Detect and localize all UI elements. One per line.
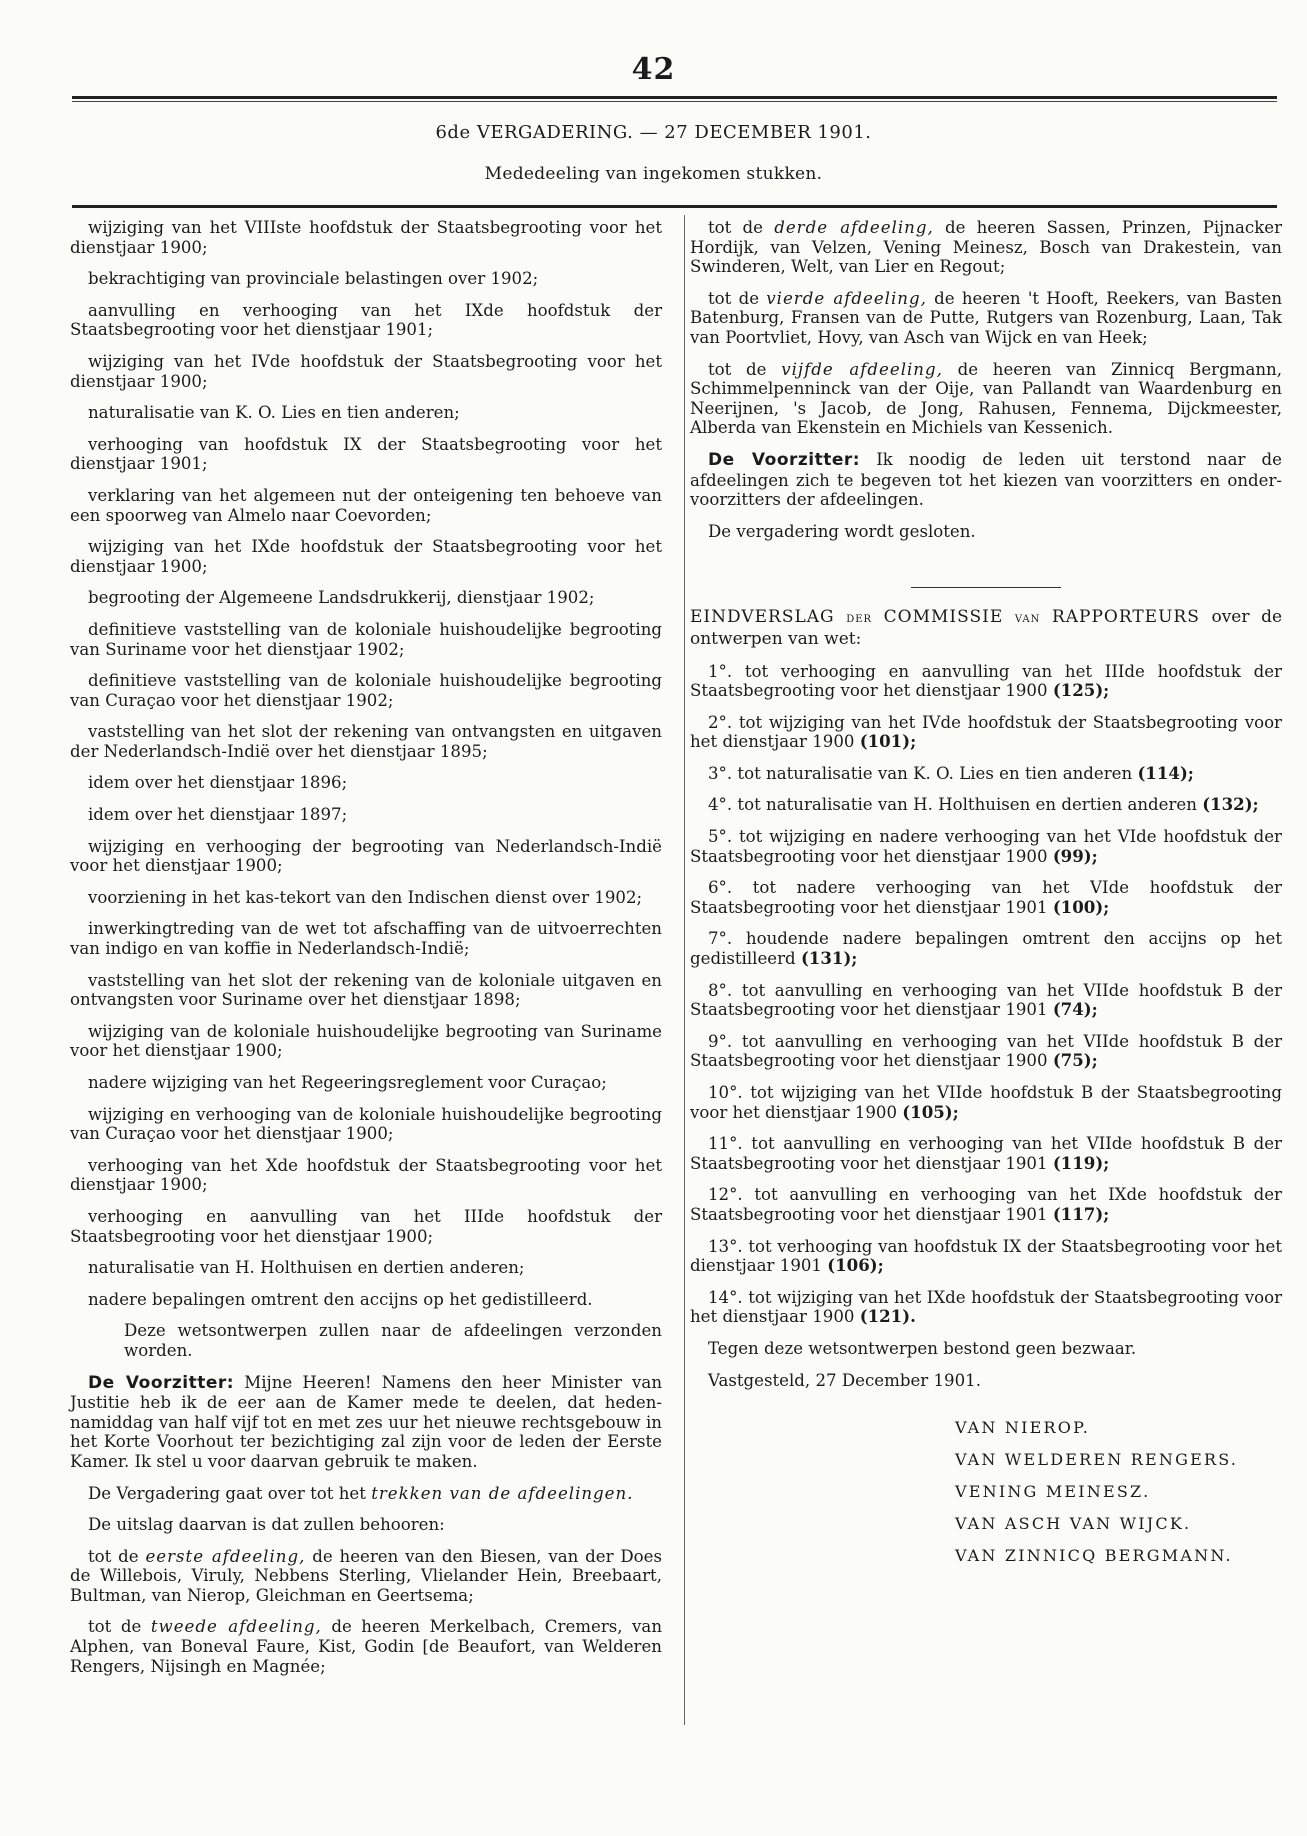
section-rule xyxy=(72,205,1277,208)
bill-item: naturalisatie van H. Holthuisen en dertien anderen; xyxy=(88,1258,525,1278)
bill-list xyxy=(70,218,662,1309)
report-item-text: tot wijziging van het IVde hoofdstuk der Staatsbegrooting voor het dienstjaar 1900 xyxy=(690,712,1282,752)
division-name: eerste afdeeling, xyxy=(145,1546,306,1566)
report-item xyxy=(690,929,1282,968)
division-prefix: tot de xyxy=(88,1617,142,1637)
report-title-word: DER xyxy=(846,614,873,626)
report-item-ref: (75); xyxy=(1052,1050,1098,1071)
report-item-text: tot verhooging van hoofdstuk IX der Staatsbegrooting voor het dienstjaar 1901 xyxy=(690,1236,1282,1276)
bill-item: verhooging van hoofdstuk IX der Staatsbegrooting voor het dienstjaar 1901; xyxy=(70,434,662,474)
report-item-text: tot aanvulling en verhooging van het VIIde hoofdstuk B der Staatsbegrooting voor het dienstjaar 1901 xyxy=(690,980,1282,1020)
section-header: Mededeeling van ingekomen stukken. xyxy=(484,164,823,184)
report-item xyxy=(690,764,1282,784)
header-rule-thin xyxy=(72,101,1277,102)
report-item-number: 5°. xyxy=(708,827,733,847)
report-item-number: 4°. xyxy=(708,795,733,815)
report-item-ref: (105); xyxy=(902,1101,959,1122)
division-2 xyxy=(70,1617,662,1676)
bill-item: wijziging van de koloniale huishoudelijke begrooting van Suriname voor het dienstjaar 1900; xyxy=(70,1021,662,1061)
report-item xyxy=(690,1237,1282,1276)
report-item-number: 2°. xyxy=(708,712,733,732)
bill-item: idem over het dienstjaar 1896; xyxy=(88,773,348,793)
bill-item: inwerkingtreding van de wet tot afschaffing van de uitvoerrechten van indigo en van koffie in Nederlandsch-Indië; xyxy=(70,919,662,959)
bill-item: nadere bepalingen omtrent den accijns op het gedistilleerd. xyxy=(88,1289,593,1309)
vergadering-line xyxy=(70,1484,662,1504)
meeting-closed: De vergadering wordt gesloten. xyxy=(708,521,976,541)
report-item xyxy=(690,1288,1282,1327)
bill-item: definitieve vaststelling van de koloniale huishoudelijke begrooting van Curaçao voor het dienstjaar 1902; xyxy=(70,671,662,710)
bill-item: definitieve vaststelling van de koloniale huishoudelijke begrooting van Suriname voor het dienstjaar 1902; xyxy=(70,619,662,659)
report-item-ref: (121). xyxy=(859,1306,916,1327)
division-members: de heeren Sassen, Prinzen, Pijnacker Hordijk, van Velzen, Vening Meinesz, Bosch van Drakestein, van Swinderen, Welt, van Lier en Regout; xyxy=(690,218,1282,277)
column-divider xyxy=(684,215,685,1725)
header-rule xyxy=(72,96,1277,99)
report-item-number: 8°. xyxy=(708,980,733,1000)
report-item-ref: (101); xyxy=(859,731,917,752)
closing-text: Ik noodig de leden uit terstond naar de afdeelingen zich te begeven tot het kiezen van voorzitters en onder-voorzitters der afdeelingen. xyxy=(690,449,1282,510)
division-prefix: tot de xyxy=(708,218,763,237)
report-item-text: tot wijziging van het VIIde hoofdstuk B der Staatsbegrooting voor het dienstjaar 1900 xyxy=(690,1083,1282,1122)
division-prefix: tot de xyxy=(708,288,760,308)
report-item-ref: (100); xyxy=(1052,896,1110,917)
report-item-text: tot naturalisatie van K. O. Lies en tien anderen xyxy=(737,763,1133,783)
report-title-word: COMMISSIE xyxy=(883,607,1004,628)
report-item xyxy=(690,981,1282,1020)
division-name: vierde afdeeling, xyxy=(766,288,927,308)
signature-block xyxy=(690,1412,1282,1572)
bill-item: nadere wijziging van het Regeeringsreglement voor Curaçao; xyxy=(88,1073,607,1092)
division-members: de heeren 't Hooft, Reekers, van Basten Batenburg, Fransen van de Putte, Rutgers van Rozenburg, Laan, Tak van Poortvliet, Hovy, van Asch van Wijck en van Heek; xyxy=(690,288,1283,347)
signature-name: VAN ASCH VAN WIJCK. xyxy=(955,1514,1192,1534)
bill-item: bekrachtiging van provinciale belastingen over 1902; xyxy=(88,269,539,289)
voorzitter-closing xyxy=(690,450,1282,510)
report-item xyxy=(690,662,1282,701)
report-item-number: 9°. xyxy=(708,1031,733,1051)
bill-item: wijziging van het VIIIste hoofdstuk der Staatsbegrooting voor het dienstjaar 1900; xyxy=(70,218,662,257)
section-separator xyxy=(911,587,1061,588)
division-name: vijfde afdeeling, xyxy=(781,359,943,379)
report-item-ref: (117); xyxy=(1052,1203,1110,1224)
bill-item: naturalisatie van K. O. Lies en tien anderen; xyxy=(88,403,460,423)
report-item xyxy=(690,713,1282,752)
established-date: Vastgesteld, 27 December 1901. xyxy=(708,1370,981,1390)
bill-item: vaststelling van het slot der rekening van ontvangsten en uitgaven der Nederlandsch-Indië over het dienstjaar 1895; xyxy=(70,722,662,761)
report-item-ref: (99); xyxy=(1052,845,1098,866)
no-objection: Tegen deze wetsontwerpen bestond geen bezwaar. xyxy=(708,1338,1137,1358)
announcement-text: Mijne Heeren! Namens den heer Minister van Justitie heb ik de eer aan de Kamer mede te deelen, dat heden-namiddag van half vijf tot en met zes uur het nieuwe rechtsgebouw in het Korte Voorhout ter bezichtiging zal zijn voor de leden der Eerste Kamer. Ik stel u voor daarvan gebruik te maken. xyxy=(70,1372,663,1471)
report-list xyxy=(690,662,1282,1327)
report-item-text: tot aanvulling en verhooging van het VIIde hoofdstuk B der Staatsbegrooting voor het dienstjaar 1901 xyxy=(690,1134,1282,1173)
report-item xyxy=(690,1083,1282,1122)
signature-name: VAN ZINNICQ BERGMANN. xyxy=(955,1546,1233,1566)
report-item-number: 14°. xyxy=(708,1287,743,1307)
signature-name: VENING MEINESZ. xyxy=(955,1482,1151,1502)
right-column xyxy=(690,218,1282,1572)
report-item-text: tot nadere verhooging van het VIde hoofdstuk der Staatsbegrooting voor het dienstjaar 1901 xyxy=(690,878,1282,917)
bill-item: wijziging van het IVde hoofdstuk der Staatsbegrooting voor het dienstjaar 1900; xyxy=(70,351,662,391)
report-item-number: 13°. xyxy=(708,1236,743,1256)
bill-item: wijziging en verhooging der begrooting van Nederlandsch-Indië voor het dienstjaar 1900; xyxy=(70,836,662,876)
report-item-ref: (119); xyxy=(1052,1152,1110,1173)
report-item xyxy=(690,1134,1282,1173)
report-item-text: houdende nadere bepalingen omtrent den accijns op het gedistilleerd xyxy=(690,929,1282,969)
speaker-label: De Voorzitter: xyxy=(88,1372,235,1393)
division-members: de heeren van Zinnicq Bergmann, Schimmelpenninck van der Oije, van Pallandt van Waardenburg en Neerijnen, 's Jacob, de Jong, Rahusen, Fennema, Dijckmeester, Alberda van Ekenstein en Michiels van Kessenich. xyxy=(690,359,1282,438)
report-item xyxy=(690,878,1282,917)
signature-name: VAN NIEROP. xyxy=(955,1418,1091,1438)
division-1 xyxy=(70,1547,662,1606)
report-item-ref: (131); xyxy=(800,948,858,969)
report-item-number: 3°. xyxy=(708,763,733,783)
bill-item: begrooting der Algemeene Landsdrukkerij, dienstjaar 1902; xyxy=(88,588,595,608)
report-item-text: tot aanvulling en verhooging van het IXde hoofdstuk der Staatsbegrooting voor het dienstjaar 1901 xyxy=(690,1185,1282,1224)
report-item-ref: (74); xyxy=(1052,999,1098,1020)
report-item-number: 10°. xyxy=(708,1083,743,1102)
bill-item: verhooging en aanvulling van het IIIde hoofdstuk der Staatsbegrooting voor het dienstjaar 1900; xyxy=(70,1206,662,1246)
bill-item: aanvulling en verhooging van het IXde hoofdstuk der Staatsbegrooting voor het dienstjaar 1901; xyxy=(70,300,662,340)
bill-item: vaststelling van het slot der rekening van de koloniale uitgaven en ontvangsten voor Suriname over het dienstjaar 1898; xyxy=(70,970,662,1010)
report-item-number: 1°. xyxy=(708,661,733,681)
signature-name: VAN WELDEREN RENGERS. xyxy=(955,1450,1239,1470)
division-members: de heeren Merkelbach, Cremers, van Alphen, van Boneval Faure, Kist, Godin [de Beaufort, van Welderen Rengers, Nijsingh en Magnée; xyxy=(70,1617,663,1676)
uitslag-line: De uitslag daarvan is dat zullen behooren: xyxy=(88,1515,445,1535)
report-item-text: tot wijziging van het IXde hoofdstuk der Staatsbegrooting voor het dienstjaar 1900 xyxy=(690,1287,1283,1327)
report-item-text: tot verhooging en aanvulling van het IIIde hoofdstuk der Staatsbegrooting voor het dienstjaar 1900 xyxy=(690,661,1282,701)
referral-note: Deze wetsontwerpen zullen naar de afdeelingen verzonden worden. xyxy=(124,1321,662,1360)
division-members: de heeren van den Biesen, van der Does de Willebois, Viruly, Nebbens Sterling, Vlielander Hein, Breebaart, Bultman, van Nierop, Gleichman en Geertsema; xyxy=(70,1546,662,1605)
division-5 xyxy=(690,360,1282,438)
report-item xyxy=(690,1185,1282,1224)
division-prefix: tot de xyxy=(88,1546,139,1566)
vergadering-text: De Vergadering gaat over tot het xyxy=(88,1483,366,1503)
report-item-ref: (132); xyxy=(1202,794,1259,815)
session-header: 6de VERGADERING. — 27 DECEMBER 1901. xyxy=(435,122,872,143)
report-item-number: 6°. xyxy=(708,878,733,898)
report-title xyxy=(690,608,1282,649)
left-column xyxy=(70,218,662,1688)
division-name: tweede afdeeling, xyxy=(150,1617,322,1637)
bill-item: wijziging en verhooging van de koloniale huishoudelijke begrooting van Curaçao voor het dienstjaar 1900; xyxy=(70,1104,662,1144)
report-item xyxy=(690,827,1282,866)
report-item-text: tot wijziging en nadere verhooging van het VIde hoofdstuk der Staatsbegrooting voor het dienstjaar 1900 xyxy=(690,827,1282,866)
vergadering-emphasis: trekken van de afdeelingen. xyxy=(371,1483,634,1503)
report-item-number: 12°. xyxy=(708,1185,743,1205)
report-item-text: tot naturalisatie van H. Holthuisen en dertien anderen xyxy=(737,795,1197,815)
division-4 xyxy=(690,289,1282,348)
speaker-label: De Voorzitter: xyxy=(708,449,861,470)
bill-item: verklaring van het algemeen nut der onteigening ten behoeve van een spoorweg van Almelo naar Coevorden; xyxy=(70,485,662,525)
report-item-ref: (106); xyxy=(827,1255,884,1276)
bill-item: voorziening in het kas-tekort van den Indischen dienst over 1902; xyxy=(88,887,643,907)
bill-item: wijziging van het IXde hoofdstuk der Staatsbegrooting voor het dienstjaar 1900; xyxy=(70,537,662,576)
report-title-word: EINDVERSLAG xyxy=(690,607,835,628)
bill-item: idem over het dienstjaar 1897; xyxy=(88,805,348,825)
report-item-ref: (114); xyxy=(1137,762,1194,783)
report-item-ref: (125); xyxy=(1052,680,1110,701)
report-item xyxy=(690,1032,1282,1071)
report-title-word: RAPPORTEURS xyxy=(1051,607,1200,628)
division-name: derde afdeeling, xyxy=(774,218,934,237)
voorzitter-announcement xyxy=(70,1373,662,1472)
report-title-rest: over de ontwerpen van wet: xyxy=(690,607,1283,649)
report-title-word: VAN xyxy=(1014,614,1041,626)
page-number: 42 xyxy=(631,52,676,87)
bill-item: verhooging van het Xde hoofdstuk der Staatsbegrooting voor het dienstjaar 1900; xyxy=(70,1155,662,1195)
division-3 xyxy=(690,218,1282,277)
report-item-text: tot aanvulling en verhooging van het VIIde hoofdstuk B der Staatsbegrooting voor het dienstjaar 1900 xyxy=(690,1031,1282,1071)
report-item-number: 7°. xyxy=(708,929,733,949)
division-prefix: tot de xyxy=(708,359,767,379)
report-item-number: 11°. xyxy=(708,1134,743,1154)
report-item xyxy=(690,795,1282,815)
